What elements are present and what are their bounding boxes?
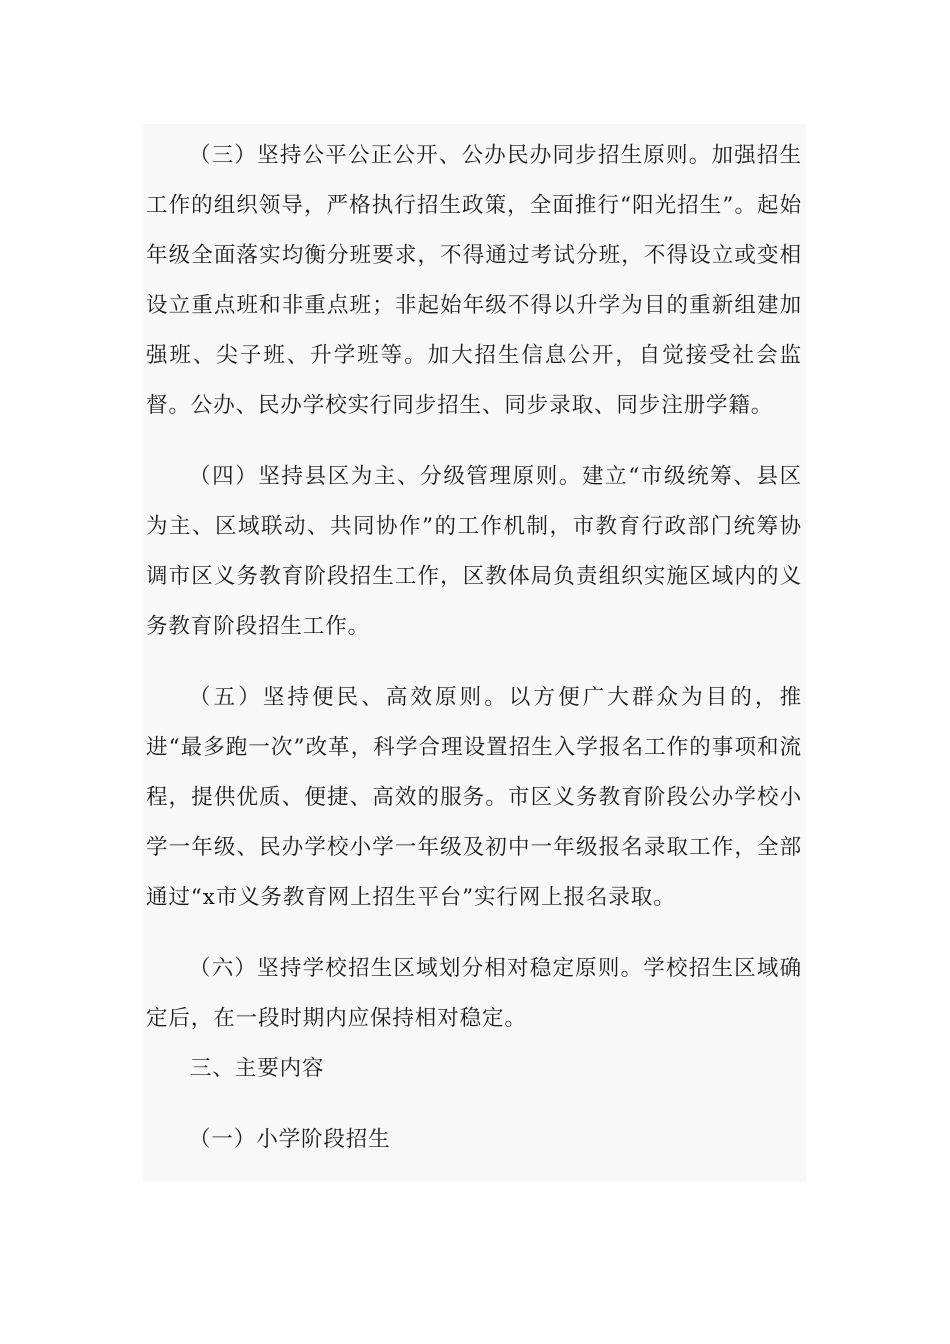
section-heading: 三、主要内容: [190, 1056, 325, 1081]
sub-heading: （一）小学阶段招生: [189, 1127, 391, 1152]
paragraph-principle-5: （五）坚持便民、高效原则。以方便广大群众为目的，推进“最多跑一次”改革，科学合理设置招生入学报名工作的事项和流程，提供优质、便捷、高效的服务。市区义务教育阶段公办学校小学一年级、民办学校小学一年级及初中一年级报名录取工作，全部通过“x市义务教育网上招生平台”实行网上报名录取。: [146, 685, 802, 910]
paragraph-principle-6: （六）坚持学校招生区域划分相对稳定原则。学校招生区域确定后，在一段时期内应保持相对稳定。: [146, 956, 802, 1031]
paragraph-principle-4: （四）坚持县区为主、分级管理原则。建立“市级统筹、县区为主、区域联动、共同协作”的工作机制，市教育行政部门统筹协调市区义务教育阶段招生工作，区教体局负责组织实施区域内的义务教育阶段招生工作。: [146, 464, 802, 639]
paragraph-principle-3: （三）坚持公平公正公开、公办民办同步招生原则。加强招生工作的组织领导，严格执行招生政策，全面推行“阳光招生”。起始年级全面落实均衡分班要求，不得通过考试分班，不得设立或变相设立重点班和非重点班；非起始年级不得以升学为目的重新组建加强班、尖子班、升学班等。加大招生信息公开，自觉接受社会监督。公办、民办学校实行同步招生、同步录取、同步注册学籍。: [146, 143, 802, 418]
document-page-body: [143, 124, 806, 1182]
